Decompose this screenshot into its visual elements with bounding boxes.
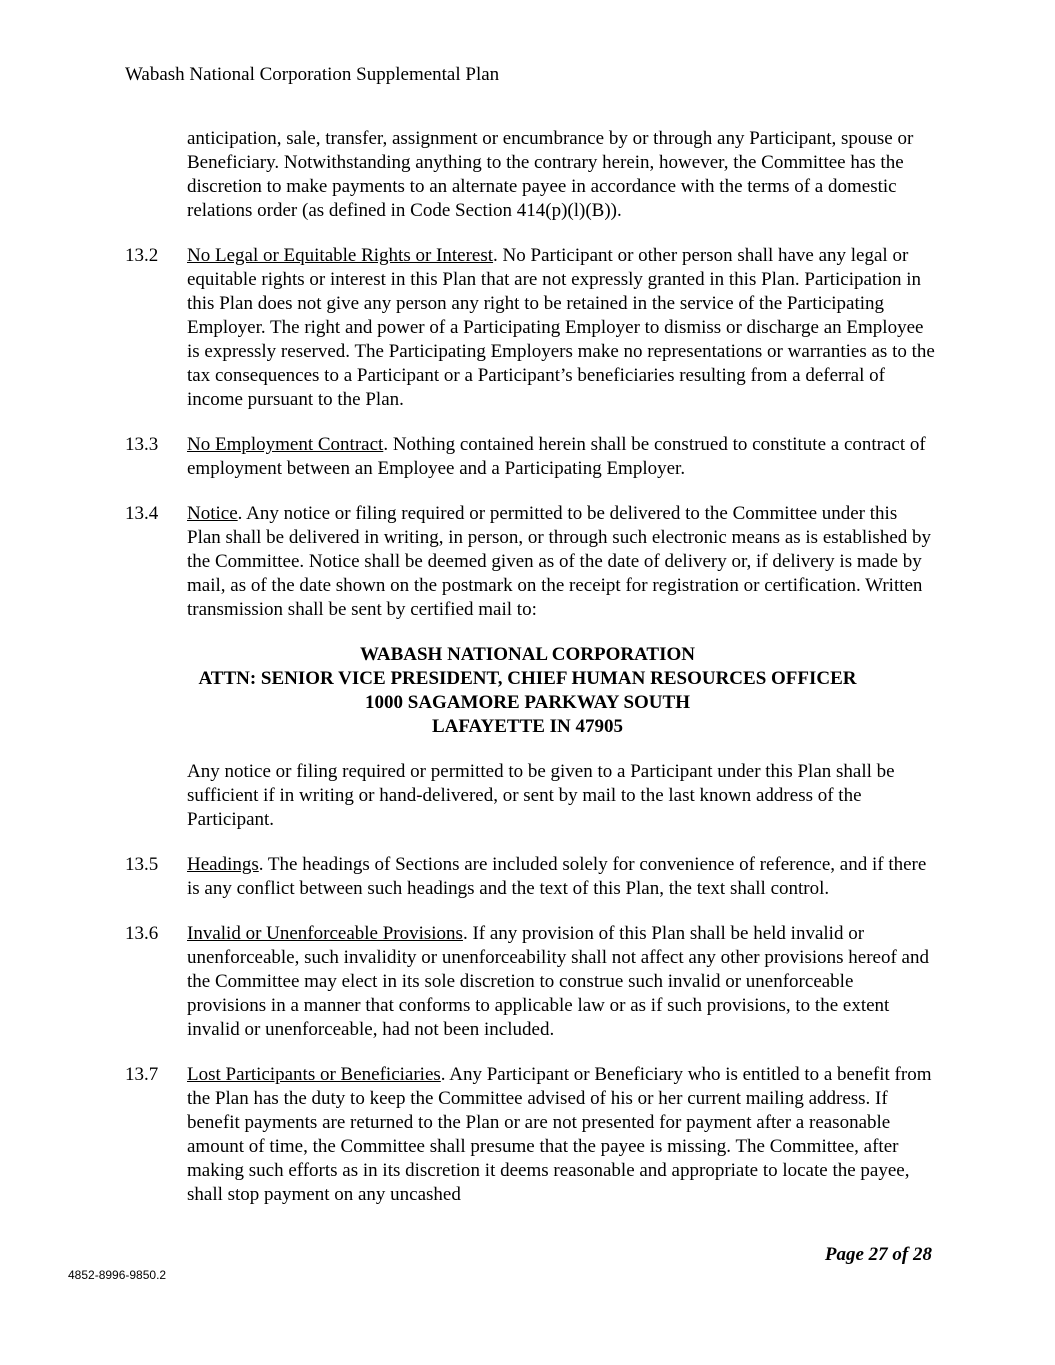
section-heading: Headings	[187, 854, 259, 875]
section-13-2	[125, 244, 935, 412]
section-heading: Notice	[187, 503, 238, 524]
page-number: Page 27 of 28	[824, 1244, 932, 1265]
mailing-address-block	[125, 643, 930, 739]
section-number: 13.4	[125, 503, 159, 524]
address-line: 1000 SAGAMORE PARKWAY SOUTH	[365, 692, 690, 713]
document-body	[125, 127, 935, 1207]
section-heading: Invalid or Unenforceable Provisions	[187, 923, 463, 944]
address-line: WABASH NATIONAL CORPORATION	[359, 644, 695, 665]
section-13-6	[125, 922, 935, 1042]
section-number: 13.7	[125, 1064, 159, 1085]
intro-paragraph: anticipation, sale, transfer, assignment or encumbrance by or through any Participant, spouse or Beneficiary. Notwithstanding anything to the contrary herein, however, the Committee has the discretion to make payments to an alternate payee in accordance with the terms of a domestic relations order (as defined in Code Section 414(p)(l)(B)).	[187, 128, 914, 221]
section-number: 13.3	[125, 434, 159, 455]
page-header: Wabash National Corporation Supplemental Plan	[125, 64, 500, 85]
section-body: . If any provision of this Plan shall be held invalid or unenforceable, such invalidity or unenforceability shall not affect any other provisions hereof and the Committee may elect in its sole discretion to construe such invalid or unenforceable provisions in a manner that conforms to applicable law or as if such provisions, to the extent invalid or unenforceable, had not been included.	[187, 923, 929, 1040]
section-heading: No Legal or Equitable Rights or Interest	[187, 245, 494, 266]
section-number: 13.2	[125, 245, 159, 266]
section-heading: No Employment Contract	[187, 434, 384, 455]
section-13-3	[125, 433, 935, 481]
document-id: 4852-8996-9850.2	[68, 1268, 167, 1282]
section-body: . The headings of Sections are included solely for convenience of reference, and if there is any conflict between such headings and the text of this Plan, the text shall control.	[187, 854, 927, 899]
section-body: . Any notice or filing required or permitted to be delivered to the Committee under this Plan shall be delivered in writing, in person, or through such electronic means as is established by the Committee. Notice shall be deemed given as of the date of delivery or, if delivery is made by mail, as of the date shown on the postmark on the receipt for registration or certification. Written transmission shall be sent by certified mail to:	[187, 503, 931, 620]
section-heading: Lost Participants or Beneficiaries	[187, 1064, 441, 1085]
notice-followup-paragraph: Any notice or filing required or permitted to be given to a Participant under this Plan shall be sufficient if in writing or hand-delivered, or sent by mail to the last known address of the Participant.	[187, 761, 895, 830]
section-13-7	[125, 1063, 935, 1207]
section-13-5	[125, 853, 935, 901]
address-line: LAFAYETTE IN 47905	[431, 716, 624, 737]
section-body: . Nothing contained herein shall be construed to constitute a contract of employment between an Employee and a Participating Employer.	[187, 434, 926, 479]
address-line: ATTN: SENIOR VICE PRESIDENT, CHIEF HUMAN RESOURCES OFFICER	[198, 668, 857, 689]
section-number: 13.5	[125, 854, 159, 875]
section-body: . Any Participant or Beneficiary who is entitled to a benefit from the Plan has the duty to keep the Committee advised of his or her current mailing address. If benefit payments are returned to the Plan or are not presented for payment after a reasonable amount of time, the Committee shall presume that the payee is missing. The Committee, after making such efforts as in its discretion it deems reasonable and appropriate to locate the payee, shall stop payment on any uncashed	[187, 1064, 932, 1205]
section-body: . No Participant or other person shall have any legal or equitable rights or interest in this Plan that are not expressly granted in this Plan. Participation in this Plan does not give any person any right to be retained in the service of the Participating Employer. The right and power of a Participating Employer to dismiss or discharge an Employee is expressly reserved. The Participating Employers make no representations or warranties as to the tax consequences to a Participant or a Participant’s beneficiaries resulting from a deferral of income pursuant to the Plan.	[187, 245, 935, 410]
section-number: 13.6	[125, 923, 159, 944]
section-13-4	[125, 502, 935, 622]
